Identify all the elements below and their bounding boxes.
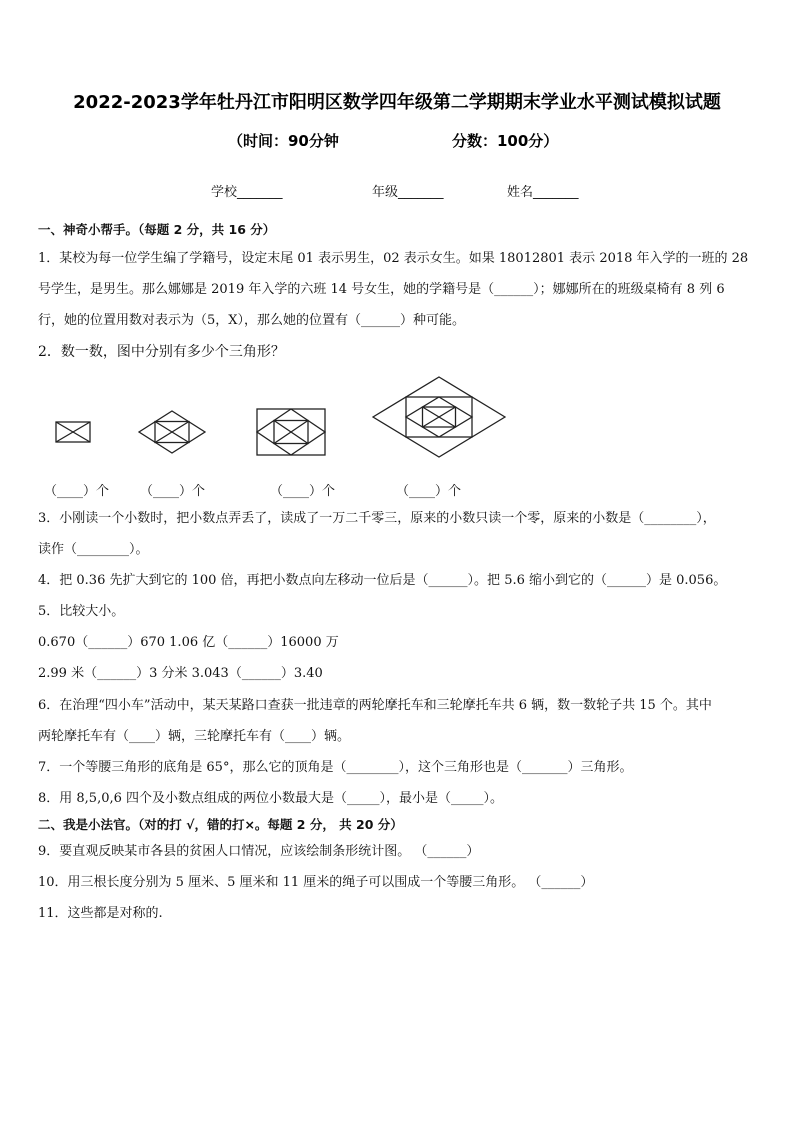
school-field: 学校_______ [211, 185, 283, 200]
question-3-line-1: 3．小刚读一个小数时，把小数点弄丢了，读成了一万二千零三，原来的小数只读一个零，原来的小数是（________）， [38, 511, 716, 526]
figure-rect-rhombus-rect [256, 408, 326, 456]
figure-4-answer: （____）个 [396, 484, 462, 499]
figure-3-answer: （____）个 [270, 484, 336, 499]
question-2: 2．数一数，图中分别有多少个三角形？ [38, 344, 285, 360]
figure-rhombus-rectangle [138, 410, 206, 454]
question-1-line-2: 号学生，是男生。那么娜娜是 2019 年入学的六班 14 号女生，她的学籍号是（______）；娜娜所在的班级桌椅有 8 列 6 [38, 282, 725, 297]
question-4: 4．把 0.36 先扩大到它的 100 倍，再把小数点向左移动一位后是（______）。把 5.6 缩小到它的（______）是 0.056。 [38, 573, 727, 588]
figure-rectangle-diagonals [55, 421, 91, 443]
question-1-line-3: 行，她的位置用数对表示为（5，X），那么她的位置有（______）种可能。 [38, 313, 466, 328]
question-6-line-1: 6．在治理“四小车”活动中，某天某路口查获一批违章的两轮摩托车和三轮摩托车共 6 辆，数一数轮子共 15 个。其中 [38, 698, 712, 713]
figure-1-answer: （____）个 [44, 484, 110, 499]
question-3-line-2: 读作（________）。 [38, 542, 149, 557]
section-heading-2: 二、我是小法官。（对的打 √，错的打×。每题 2 分， 共 20 分） [38, 817, 403, 832]
question-6-line-2: 两轮摩托车有（____）辆，三轮摩托车有（____）辆。 [38, 729, 351, 744]
question-5-row-1: 0.670（______）670 1.06 亿（______）16000 万 [38, 635, 339, 650]
question-10: 10．用三根长度分别为 5 厘米、5 厘米和 11 厘米的绳子可以围成一个等腰三角形。 （______） [38, 875, 594, 890]
time-label: （时间：90分钟 [228, 132, 339, 150]
section-heading-1: 一、神奇小帮手。（每题 2 分，共 16 分） [38, 222, 276, 237]
question-11: 11．这些都是对称的. [38, 906, 163, 921]
question-5-row-2: 2.99 米（______）3 分米 3.043（______）3.40 [38, 666, 323, 681]
name-field: 姓名_______ [507, 185, 579, 200]
question-8: 8．用 8,5,0,6 四个及小数点组成的两位小数最大是（_____），最小是（_____）。 [38, 791, 504, 806]
figure-2-answer: （____）个 [140, 484, 206, 499]
score-label: 分数：100分） [452, 132, 559, 150]
question-9: 9．要直观反映某市各县的贫困人口情况，应该绘制条形统计图。 （______） [38, 844, 480, 859]
grade-field: 年级_______ [372, 185, 444, 200]
figure-nested-rhombus-rectangles [372, 376, 506, 458]
question-5: 5．比较大小。 [38, 604, 125, 619]
page-title: 2022-2023学年牡丹江市阳明区数学四年级第二学期期末学业水平测试模拟试题 [73, 92, 721, 113]
question-1-line-1: 1．某校为每一位学生编了学籍号，设定末尾 01 表示男生，02 表示女生。如果 18012801 表示 2018 年入学的一班的 28 [38, 251, 749, 266]
question-7: 7．一个等腰三角形的底角是 65°，那么它的顶角是（________），这个三角形也是（_______）三角形。 [38, 760, 633, 775]
